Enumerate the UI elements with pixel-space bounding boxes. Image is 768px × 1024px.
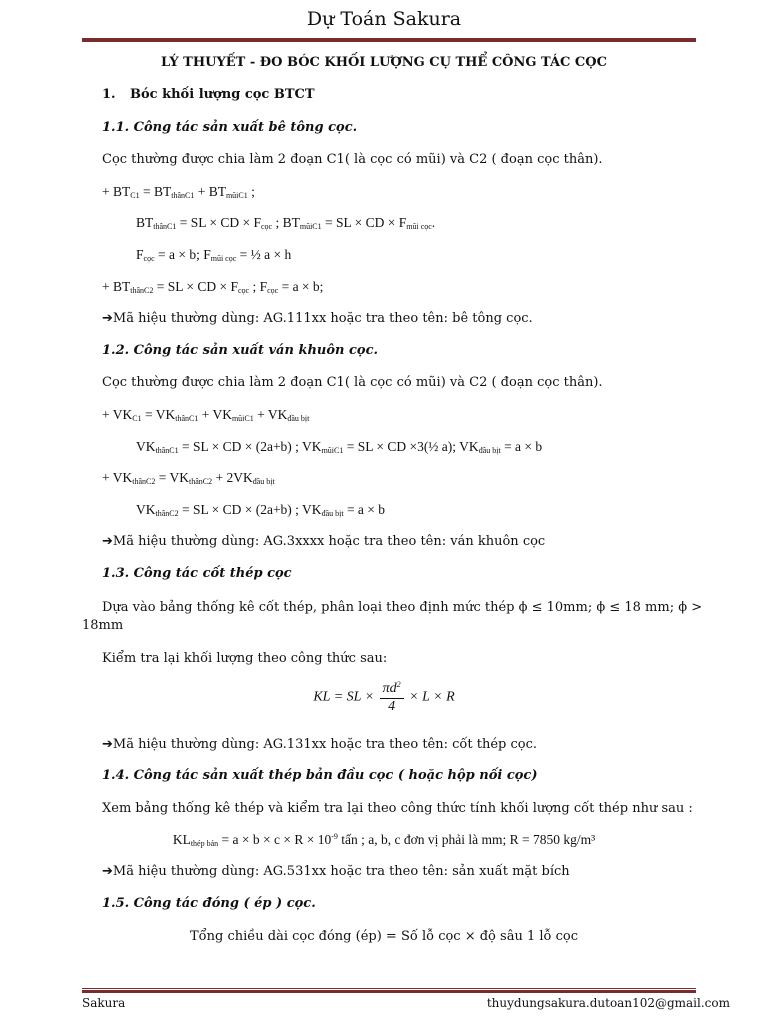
subsection-1-5-title: 1.5. Công tác đóng ( ép ) cọc. <box>102 896 316 911</box>
paragraph: Cọc thường được chia làm 2 đoạn C1( là cọc có mũi) và C2 ( đoạn cọc thân). <box>102 375 603 390</box>
footer-left: Sakura <box>82 996 126 1010</box>
arrow-icon: ➔ <box>102 311 113 326</box>
header-rule <box>82 38 696 42</box>
footer-rule-thick <box>82 990 696 993</box>
code-note: ➔Mã hiệu thường dùng: AG.3xxxx hoặc tra theo tên: ván khuôn cọc <box>102 534 546 549</box>
steel-weight-formula: KL = SL × $\frac{\pi d^2}{4}$ × L × R <box>313 680 455 714</box>
formula-line: + $BT_{C1} = BT_{thânC1} + BT_{mũiC1}$ ; <box>102 184 255 200</box>
paragraph: Xem bảng thống kê thép và kiểm tra lại theo công thức tính khối lượng cốt thép như sau : <box>102 801 693 816</box>
paragraph: Tổng chiều dài cọc đóng (ép) = Số lỗ cọc × độ sâu 1 lỗ cọc <box>190 929 578 944</box>
arrow-icon: ➔ <box>102 737 113 752</box>
formula-line: $VK_{thânC2}$ = SL × CD × (2a+b) ; $VK_{đầu bịt} = a \times b$ <box>136 502 386 518</box>
subsection-1-4-title: 1.4. Công tác sản xuất thép bản đầu cọc ( hoặc hộp nối cọc) <box>102 768 538 783</box>
subsection-1-3-title: 1.3. Công tác cốt thép cọc <box>102 566 292 581</box>
formula-line: $F_{cọc} = a \times b$; $F_{mũi cọc}$ = ½ a × h <box>136 247 292 263</box>
formula-line: $KL_{thép bản} = a \times b \times c \times R \times 10^{-9}$ tấn ; a, b, c đơn vị phải là mm; R = 7850 kg/m³ <box>172 832 596 848</box>
paragraph: Cọc thường được chia làm 2 đoạn C1( là cọc có mũi) và C2 ( đoạn cọc thân). <box>102 152 603 167</box>
footer-email: thuydungsakura.dutoan102@gmail.com <box>486 996 730 1010</box>
document-heading: LÝ THUYẾT - ĐO BÓC KHỐI LƯỢNG CỤ THỂ CÔNG TÁC CỌC <box>161 55 607 70</box>
code-note: ➔Mã hiệu thường dùng: AG.111xx hoặc tra theo tên: bê tông cọc. <box>102 311 533 326</box>
section-title: Bóc khối lượng cọc BTCT <box>130 87 315 102</box>
formula-line: + $BT_{thânC2}$ = SL × CD × $F_{cọc}$ ; $F_{cọc} = a \times b$; <box>102 279 324 295</box>
footer-rule <box>82 988 696 989</box>
code-note: ➔Mã hiệu thường dùng: AG.131xx hoặc tra theo tên: cốt thép cọc. <box>102 737 537 752</box>
subsection-1-2-title: 1.2. Công tác sản xuất ván khuôn cọc. <box>102 343 379 358</box>
code-note: ➔Mã hiệu thường dùng: AG.531xx hoặc tra theo tên: sản xuất mặt bích <box>102 864 570 879</box>
paragraph: Dựa vào bảng thống kê cốt thép, phân loại theo định mức thép ϕ ≤ 10mm; ϕ ≤ 18 mm; ϕ > <box>102 600 703 615</box>
subsection-1-1-title: 1.1. Công tác sản xuất bê tông cọc. <box>102 120 358 135</box>
paragraph-continuation: 18mm <box>82 618 124 633</box>
page-header-title: Dự Toán Sakura <box>306 8 462 30</box>
formula-line: + $VK_{C1} = VK_{thânC1} + VK_{mũiC1} + VK_{đầu bịt}$ <box>102 407 310 423</box>
formula-line: $VK_{thânC1}$ = SL × CD × (2a+b) ; $VK_{mũiC1}$ = SL × CD ×3(½ a); $VK_{đầu bịt} = a \times b$ <box>136 439 543 455</box>
formula-line: $BT_{thânC1}$ = SL × CD × $F_{cọc}$ ; $BT_{mũiC1}$ = SL × CD × $F_{mũi cọc}$. <box>136 215 436 231</box>
formula-line: + $VK_{thânC2} = VK_{thânC2} + 2VK_{đầu bịt}$ <box>102 470 275 486</box>
section-number: 1. <box>102 87 116 102</box>
paragraph: Kiểm tra lại khối lượng theo công thức sau: <box>102 651 388 666</box>
arrow-icon: ➔ <box>102 864 113 879</box>
arrow-icon: ➔ <box>102 534 113 549</box>
